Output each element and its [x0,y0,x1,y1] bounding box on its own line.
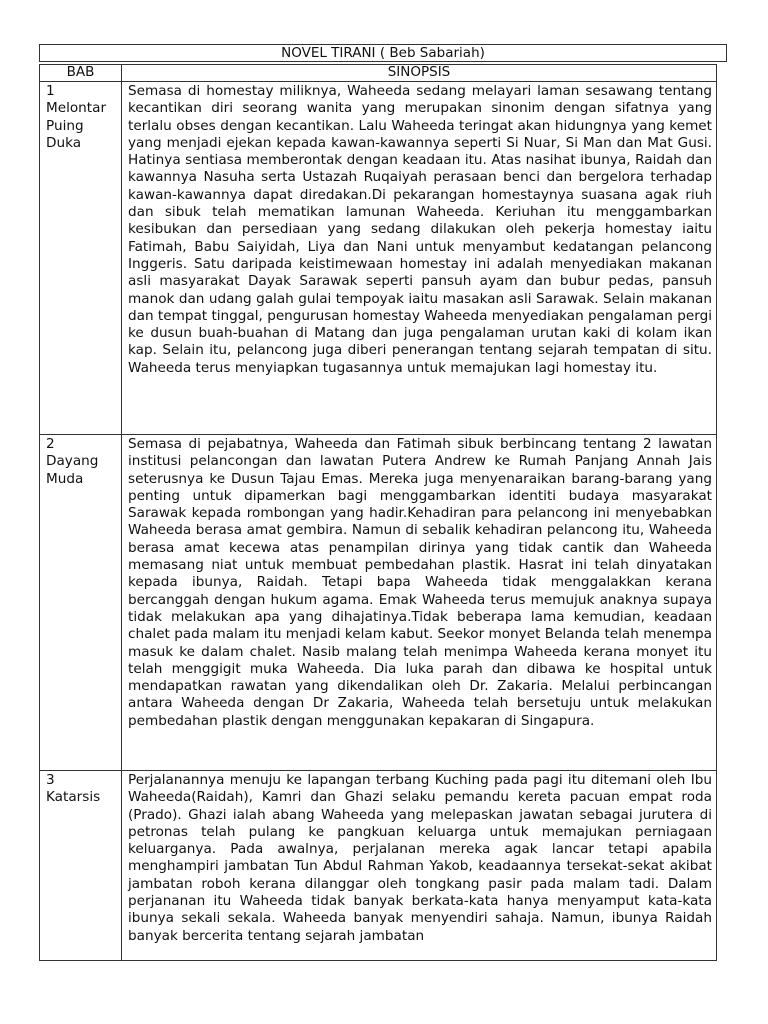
header-sinopsis: SINOPSIS [122,65,717,82]
synopsis-text: Semasa di homestay miliknya, Waheeda sedang melayari laman sesawang tentang kecantikan diri seorang wanita yang merupakan sinonim dengan sifatnya yang terlalu obses dengan kecantikan. Lalu Waheeda teringat akan hidungnya yang kemet yang menjadi ejekan kepada kawan-kawannya seperti Si Nuar, Si Man dan Mat Gusi. Hatinya sentiasa memberontak dengan keadaan itu. Atas nasihat ibunya, Raidah dan kawannya Nasuha serta Ustazah Ruqaiyah perasaan benci dan bergelora terhadap kawan-kawannya dapat diredakan.Di pekarangan homestaynya suasana agak riuh dan sibuk telah mematikan lamunan Waheeda. Keriuhan itu menggambarkan kesibukan dan persediaan yang sedang dilakukan oleh pekerja homestay iaitu Fatimah, Babu Saiyidah, Liya dan Nani untuk menyambut kedatangan pelancong Inggeris. Satu daripada keistimewaan homestay ini adalah menyediakan makanan asli masyarakat Dayak Sarawak seperti pansuh ayam dan bubur pedas, pansuh manok dan udang galah gulai tempoyak iaitu masakan asli Sarawak. Selain makanan dan tempat tinggal, pengurusan homestay Waheeda menyediakan pengalaman pergi ke dusun buah-buahan di Matang dan juga pengalaman urutan kaki di kolam ikan kap. Selain itu, pelancong juga diberi penerangan tentang sejarah tempatan di situ. Waheeda terus menyiapkan tugasannya untuk memajukan lagi homestay itu. [122,82,717,435]
table-row [40,435,717,771]
document-title: NOVEL TIRANI ( Beb Sabariah) [39,44,727,62]
header-bab: BAB [40,65,122,82]
chapter-cell [40,435,122,771]
chapter-number: 1 [46,83,55,99]
synopsis-text: Semasa di pejabatnya, Waheeda dan Fatimah sibuk berbincang tentang 2 lawatan institusi pelancongan dan lawatan Putera Andrew ke Rumah Panjang Annah Jais seterusnya ke Dusun Tajau Emas. Mereka juga menyenaraikan barang-barang yang penting untuk dipamerkan bagi menggambarkan identiti budaya masyarakat Sarawak kepada rombongan yang hadir.Kehadiran para pelancong ini menyebabkan Waheeda berasa amat gembira. Namun di sebalik kehadiran pelancong itu, Waheeda berasa amat kecewa atas penampilan dirinya yang tidak cantik dan Waheeda memasang niat untuk membuat pembedahan plastik. Hasrat ini telah dinyatakan kepada ibunya, Raidah. Tetapi bapa Waheeda tidak menggalakkan kerana bercanggah dengan hukum agama. Emak Waheeda terus memujuk anaknya supaya tidak melakukan apa yang dihajatinya.Tidak beberapa lama kemudian, keadaan chalet pada malam itu menjadi kelam kabut. Seekor monyet Belanda telah menempa masuk ke dalam chalet. Nasib malang telah menimpa Waheeda kerana monyet itu telah menggigit muka Waheeda. Dia luka parah dan dibawa ke hospital untuk mendapatkan rawatan yang dikendalikan oleh Dr. Zakaria. Melalui perbincangan antara Waheeda dengan Dr Zakaria, Waheeda telah bersetuju untuk melakukan pembedahan plastik dengan menggunakan kepakaran di Singapura. [122,435,717,771]
chapter-title: Melontar Puing Duka [46,100,107,151]
chapter-number: 2 [46,436,55,452]
chapter-number: 3 [46,772,55,788]
chapter-title: Katarsis [46,789,101,806]
chapter-cell [40,771,122,961]
synopsis-text: Perjalanannya menuju ke lapangan terbang Kuching pada pagi itu ditemani oleh Ibu Waheeda(Raidah), Kamri dan Ghazi selaku pemandu kereta pacuan empat roda (Prado). Ghazi ialah abang Waheeda yang melepaskan jawatan sebagai jurutera di petronas telah pulang ke pangkuan keluarga untuk memajukan perniagaan keluarganya. Pada awalnya, perjalanan mereka agak lancar tetapi apabila menghampiri jambatan Tun Abdul Rahman Yakob, keadaannya tersekat-sekat akibat jambatan roboh kerana dilanggar oleh tongkang pasir pada malam tadi. Dalam perjananan itu Waheeda tidak banyak berkata-kata hanya menyamput kata-kata ibunya sekali sekala. Waheeda banyak menyendiri sahaja. Namun, ibunya Raidah banyak bercerita tentang sejarah jambatan [122,771,717,961]
synopsis-table [39,64,717,961]
table-header-row [40,65,717,82]
table-row [40,771,717,961]
table-row [40,82,717,435]
chapter-cell [40,82,122,435]
chapter-title: Dayang Muda [46,453,99,487]
